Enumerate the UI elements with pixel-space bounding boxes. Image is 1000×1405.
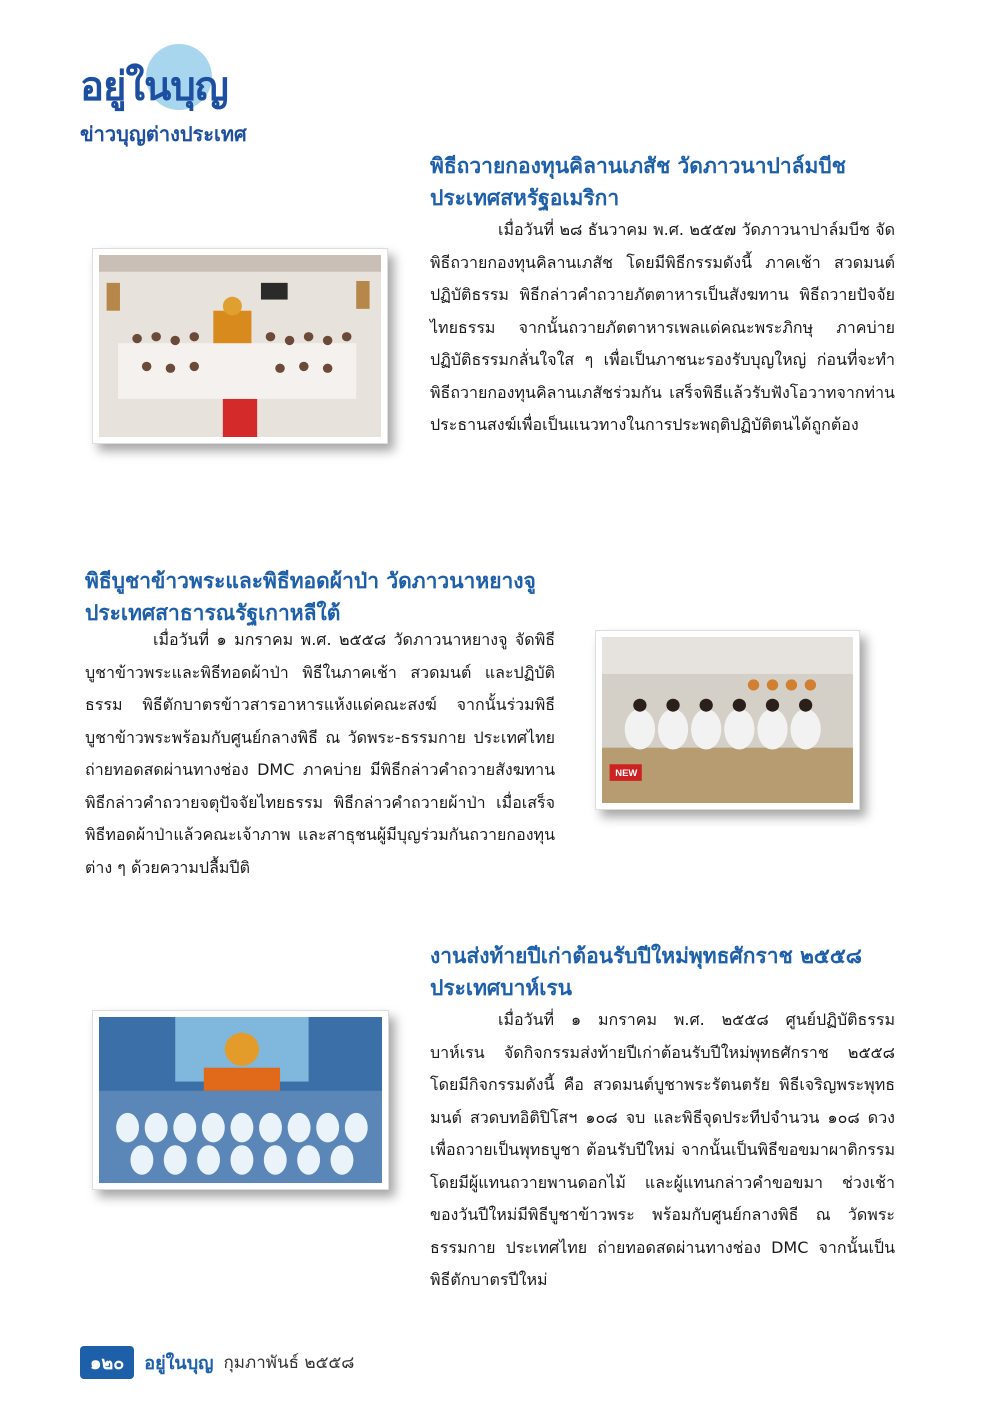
page-number: ๑๒๐ xyxy=(80,1346,134,1379)
article-2-headline-line2: ประเทศสาธารณรัฐเกาหลีใต้ xyxy=(85,601,341,625)
article-1-headline xyxy=(430,150,930,214)
article-3-headline xyxy=(430,940,930,1004)
photo-tag-new: NEW xyxy=(615,768,638,779)
page-footer xyxy=(80,1347,354,1377)
article-3-headline-line1: งานส่งท้ายปีเก่าต้อนรับปีใหม่พุทธศักราช ๒๕๕๘ xyxy=(430,944,862,968)
article-3-headline-line2: ประเทศบาห์เรน xyxy=(430,976,573,1000)
magazine-logo xyxy=(80,40,230,120)
issue-date: กุมภาพันธ์ ๒๕๕๘ xyxy=(223,1352,355,1373)
article-2-body-text: เมื่อวันที่ ๑ มกราคม พ.ศ. ๒๕๕๘ วัดภาวนาหยางจู จัดพิธีบูชาข้าวพระและพิธีทอดผ้าป่า พิธีในภาคเช้า สวดมนต์ และปฏิบัติธรรม พิธีตักบาตรข้าวสารอาหารแห้งแด่คณะสงฆ์ จากนั้นร่วมพิธีบูชาข้าวพระพร้อมกับศูนย์กลางพิธี ณ วัดพระ-ธรรมกาย ประเทศไทย ถ่ายทอดสดผ่านทางช่อง DMC ภาคบ่าย มีพิธีกล่าวคำถวายสังฆทาน พิธีกล่าวคำถวายจตุปัจจัยไทยธรรม พิธีกล่าวคำถวายผ้าป่า เมื่อเสร็จพิธีทอดผ้าป่าแล้วคณะเจ้าภาพ และสาธุชนผู้มีบุญร่วมกันถวายกองทุนต่าง ๆ ด้วยความปลื้มปีติ xyxy=(85,630,555,877)
article-1-body xyxy=(430,214,895,442)
magazine-name: อยู่ในบุญ xyxy=(144,1352,214,1374)
article-2-photo xyxy=(595,630,860,810)
article-2-headline xyxy=(85,565,585,629)
article-3-photo xyxy=(92,1010,389,1190)
article-3-body xyxy=(430,1004,895,1297)
ceremony-photo-3 xyxy=(99,1017,382,1183)
article-1-photo xyxy=(92,248,388,444)
section-label: ข่าวบุญต่างประเทศ xyxy=(80,122,247,146)
article-1-body-text: เมื่อวันที่ ๒๘ ธันวาคม พ.ศ. ๒๕๕๗ วัดภาวนาปาล์มบีช จัดพิธีถวายกองทุนคิลานเภสัช โดยมีพิธีกรรมดังนี้ ภาคเช้า สวดมนต์ ปฏิบัติธรรม พิธีกล่าวคำถวายภัตตาหารเป็นสังฆทาน พิธีถวายปัจจัยไทยธรรม จากนั้นถวายภัตตาหารเพลแด่คณะพระภิกษุ ภาคบ่าย ปฏิบัติธรรมกลั่นใจใส ๆ เพื่อเป็นภาชนะรองรับบุญใหญ่ ก่อนที่จะทำพิธีถวายกองทุนคิลานเภสัชร่วมกัน เสร็จพิธีแล้วรับฟังโอวาทจากท่านประธานสงฆ์เพื่อเป็นแนวทางในการประพฤติปฏิบัติตนได้ถูกต้อง xyxy=(430,220,895,434)
ceremony-photo-2 xyxy=(602,637,853,803)
article-1-headline-line2: ประเทศสหรัฐอเมริกา xyxy=(430,186,620,210)
article-2-body xyxy=(85,624,555,884)
logo-text: อยู่ในบุญ xyxy=(80,63,228,110)
article-2-headline-line1: พิธีบูชาข้าวพระและพิธีทอดผ้าป่า วัดภาวนาหยางจู xyxy=(85,569,536,593)
article-3-body-text: เมื่อวันที่ ๑ มกราคม พ.ศ. ๒๕๕๘ ศูนย์ปฏิบัติธรรม บาห์เรน จัดกิจกรรมส่งท้ายปีเก่าต้อนรับปีใหม่พุทธศักราช ๒๕๕๘ โดยมีกิจกรรมดังนี้ คือ สวดมนต์บูชาพระรัตนตรัย พิธีเจริญพระพุทธมนต์ สวดบทอิติปิโสฯ ๑๐๘ จบ และพิธีจุดประทีปจำนวน ๑๐๘ ดวง เพื่อถวายเป็นพุทธบูชา ต้อนรับปีใหม่ จากนั้นเป็นพิธีขอขมาผาติกรรม โดยมีผู้แทนถวายพานดอกไม้ และผู้แทนกล่าวคำขอขมา ช่วงเช้าของวันปีใหม่มีพิธีบูชาข้าวพระ พร้อมกับศูนย์กลางพิธี ณ วัดพระธรรมกาย ประเทศไทย ถ่ายทอดสดผ่านทางช่อง DMC จากนั้นเป็นพิธีตักบาตรปีใหม่ xyxy=(430,1010,895,1289)
article-1-headline-line1: พิธีถวายกองทุนคิลานเภสัช วัดภาวนาปาล์มบีช xyxy=(430,154,846,178)
ceremony-photo-1 xyxy=(99,255,381,437)
